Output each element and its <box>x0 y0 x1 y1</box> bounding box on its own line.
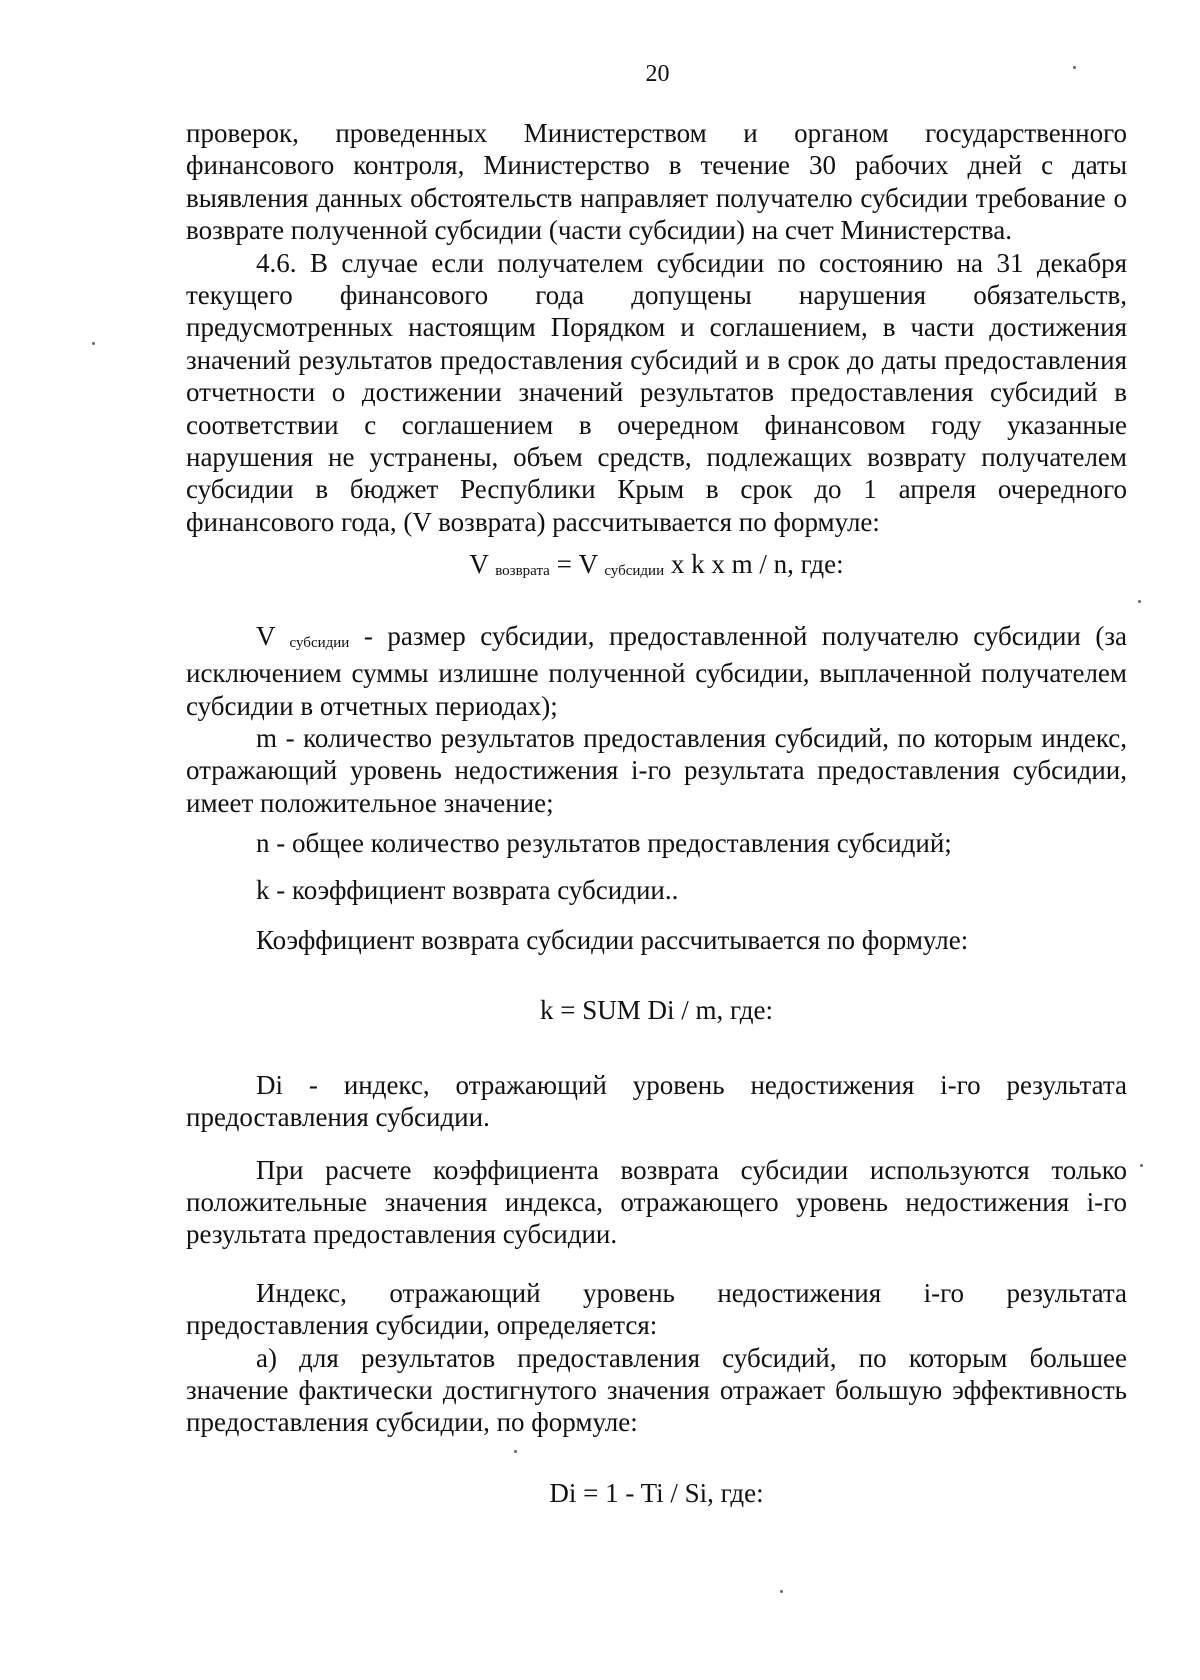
definition-v-text: - размер субсидии, предоставленной получателю субсидии (за исключением суммы излишне полученной субсидии, выплаченной получателем субсидии в отчетных периодах); <box>186 620 1128 721</box>
scan-speck <box>1138 600 1141 603</box>
paragraph-case-a: а) для результатов предоставления субсидий, по которым большее значение фактически достигнутого значения отражает большую эффективность предоставления субсидии, по формуле: <box>186 1342 1127 1438</box>
scan-speck <box>514 1450 517 1453</box>
formula-v-return <box>186 548 1127 585</box>
paragraph-coefficient-intro: Коэффициент возврата субсидии рассчитывается по формуле: <box>256 924 969 955</box>
scan-speck <box>780 1590 783 1593</box>
paragraph-positive-values: При расчете коэффициента возврата субсидии используются только положительные значения индекса, отражающего уровень недостижения i-го результата предоставления субсидии. <box>186 1154 1127 1250</box>
definition-n: n - общее количество результатов предоставления субсидий; <box>256 828 952 859</box>
scan-speck <box>1073 66 1076 69</box>
paragraph-4-6: 4.6. В случае если получателем субсидии по состоянию на 31 декабря текущего финансового года допущены нарушения обязательств, предусмотренных настоящим Порядком и соглашением, в части достижения значений результатов предоставления субсидий и в срок до даты предоставления отчетности о достижении значений результатов предоставления субсидий в соответствии с соглашением в очередном финансовом году указанные нарушения не устранены, объем средств, подлежащих возврату получателем субсидии в бюджет Республики Крым в срок до 1 апреля очередного финансового года, (V возврата) рассчитывается по формуле: <box>186 247 1127 537</box>
definition-v-symbol: V <box>256 620 290 651</box>
formula-v-symbol: V <box>469 549 489 580</box>
formula-tail: x k x m / n, где: <box>664 549 844 580</box>
definition-k: k - коэффициент возврата субсидии.. <box>256 874 679 905</box>
page-number: 20 <box>645 61 670 87</box>
scan-speck <box>92 342 95 345</box>
definition-di: Di - индекс, отражающий уровень недостижения i-го результата предоставления субсидии. <box>186 1069 1127 1133</box>
scan-speck <box>1140 1164 1143 1167</box>
definition-v-subsidii <box>186 620 1127 722</box>
paragraph-1: проверок, проведенных Министерством и органом государственного финансового контроля, Министерство в течение 30 рабочих дней с даты выявления данных обстоятельств направляет получателю субсидии требование о возврате полученной субсидии (части субсидии) на счет Министерства. <box>186 118 1127 246</box>
formula-k: k = SUM Di / m, где: <box>540 995 773 1026</box>
paragraph-index-definition: Индекс, отражающий уровень недостижения i-го результата предоставления субсидии, определяется: <box>186 1277 1127 1341</box>
document-body <box>186 117 1127 1509</box>
definition-m: m - количество результатов предоставления субсидий, по которым индекс, отражающий уровень недостижения i-го результата предоставления субсидии, имеет положительное значение; <box>186 722 1127 818</box>
formula-middle: = V <box>549 549 605 580</box>
formula-sub-subsidii: субсидии <box>604 563 665 580</box>
formula-sub-vozvrata: возврата <box>495 563 550 580</box>
definition-v-sub: субсидии <box>289 634 350 651</box>
formula-di: Di = 1 - Ti / Si, где: <box>549 1477 764 1508</box>
